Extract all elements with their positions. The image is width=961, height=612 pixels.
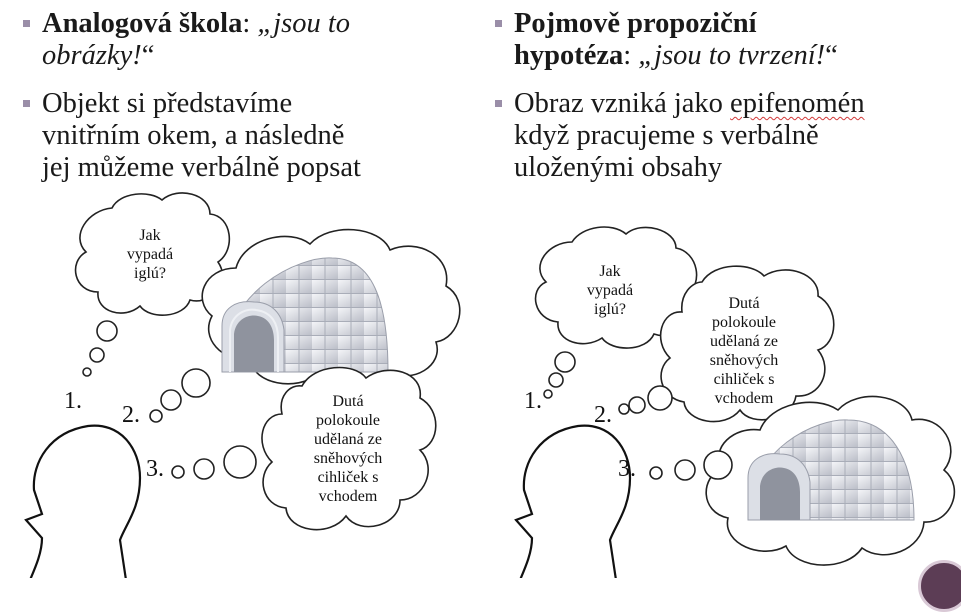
bullet-marker — [495, 20, 502, 27]
slide-corner-badge — [918, 560, 961, 612]
question-text-left: Jak vypadá iglú? — [126, 227, 174, 282]
thought-dots-right-3 — [650, 451, 732, 480]
heading-propositional-line-2: hypotéza — [514, 40, 624, 71]
head-outline-left — [26, 426, 140, 578]
bullet-propositional-description: Obraz vzniká jako epifenomén když pracujeme s verbálně uloženými obsahy — [514, 88, 954, 184]
answer-text-right: Dutá polokoule udělaná ze sněhových cihliček s vchodem — [709, 295, 779, 407]
bullet-marker — [23, 100, 30, 107]
head-outline-right — [516, 426, 630, 578]
step-3-left: 3. — [146, 456, 164, 482]
bullet-analog-description: Objekt si představíme vnitřním okem, a následně jej můžeme verbálně popsat — [42, 88, 462, 184]
thought-dots-left-3 — [172, 446, 256, 479]
thought-dots-right-1 — [544, 352, 575, 398]
step-2-left: 2. — [122, 402, 140, 428]
heading-analog-school: Analogová škola — [42, 8, 243, 39]
step-2-right: 2. — [594, 402, 612, 428]
thought-dots-left-1 — [83, 321, 117, 376]
thought-dots-right-2 — [619, 386, 672, 414]
step-3-right: 3. — [618, 456, 636, 482]
quote-line-2: obrázky! — [42, 40, 142, 71]
answer-text-left: Dutá polokoule udělaná ze sněhových cihliček s vchodem — [313, 393, 383, 505]
bullet-analog-school: Analogová škola: „jsou to obrázky!“ — [42, 8, 462, 72]
heading-propositional-line-1: Pojmově propoziční — [514, 8, 757, 39]
step-1-left: 1. — [64, 388, 82, 414]
thought-dots-left-2 — [150, 369, 210, 422]
quote-statements: „jsou to tvrzení! — [638, 40, 826, 71]
spellcheck-word-epifenomen[interactable]: epifenomén — [730, 88, 865, 119]
question-text-right: Jak vypadá iglú? — [586, 263, 634, 318]
step-1-right: 1. — [524, 388, 542, 414]
bullet-marker — [23, 20, 30, 27]
bullet-marker — [495, 100, 502, 107]
quote-line-1: „jsou to — [257, 8, 351, 39]
bullet-propositional-hypothesis: Pojmově propoziční hypotéza: „jsou to tvrzení!“ — [514, 8, 954, 72]
